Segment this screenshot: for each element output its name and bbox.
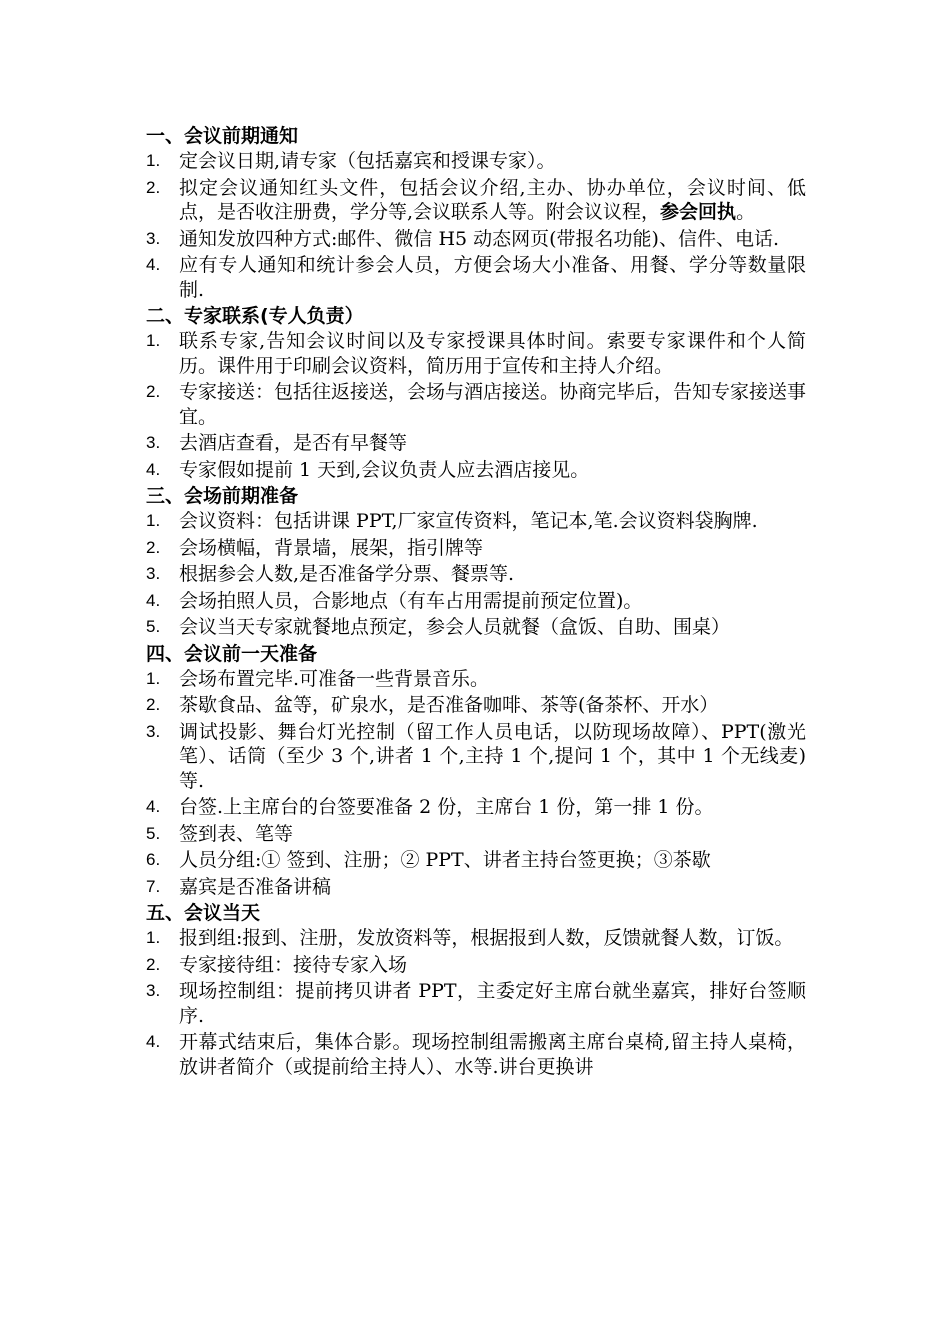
numbered-list (146, 509, 806, 640)
item-text: 嘉宾是否准备讲稿 (179, 875, 332, 898)
item-number: 2. (146, 537, 161, 557)
item-number: 4. (146, 590, 161, 610)
list-item (146, 1030, 806, 1079)
item-number: 6. (146, 850, 161, 869)
item-text: 签到表、笔等 (179, 822, 294, 845)
item-text-tail: 。 (736, 201, 756, 223)
list-item (146, 380, 806, 429)
section-heading: 一、会议前期通知 (146, 125, 299, 147)
item-text: 定会议日期,请专家（包括嘉宾和授课专家）。 (179, 150, 556, 172)
item-text: 茶歇食品、盆等，矿泉水，是否准备咖啡、茶等(备茶杯、开水） (179, 694, 719, 716)
item-text: 开幕式结束后，集体合影。现场控制组需搬离主席台桌椅,留主持人桌椅，放讲者简介（或提前给主持人）、水等.讲台更换讲 (179, 1031, 806, 1078)
item-number: 4. (146, 1032, 161, 1051)
item-text: 会议资料：包括讲课 PPT,厂家宣传资料，笔记本,笔.会议资料袋胸牌. (179, 510, 758, 532)
item-number: 1. (146, 151, 161, 170)
list-item (146, 458, 806, 483)
list-item (146, 329, 806, 378)
list-item (146, 693, 806, 718)
item-number: 1. (146, 511, 161, 530)
list-item (146, 875, 806, 900)
item-number: 3. (146, 564, 161, 583)
item-text: 人员分组:① 签到、注册；② PPT、讲者主持台签更换；③茶歇 (179, 849, 711, 871)
item-text: 联系专家,告知会议时间以及专家授课具体时间。索要专家课件和个人简历。课件用于印刷会议资料，简历用于宣传和主持人介绍。 (179, 330, 806, 377)
list-item (146, 227, 806, 252)
list-item (146, 149, 806, 174)
list-item (146, 176, 806, 225)
item-text: 调试投影、舞台灯光控制（留工作人员电话，以防现场故障）、PPT(激光笔）、话筒（至少 3 个,讲者 1 个,主持 1 个,提问 1 个，其中 1 个无线麦)等. (179, 720, 806, 792)
item-number: 4. (146, 459, 161, 479)
item-text: 专家接待组：接待专家入场 (179, 953, 408, 976)
list-item (146, 431, 806, 456)
list-item (146, 536, 806, 561)
item-number: 2. (146, 177, 161, 197)
item-text: 去酒店查看，是否有早餐等 (179, 432, 408, 454)
item-text: 会场横幅，背景墙，展架，指引牌等 (179, 536, 484, 559)
list-item (146, 562, 806, 587)
item-text: 现场控制组：提前拷贝讲者 PPT，主委定好主席台就坐嘉宾，排好台签顺序. (179, 980, 806, 1027)
section-heading: 四、会议前一天准备 (146, 642, 318, 665)
item-text: 台签.上主席台的台签要准备 2 份，主席台 1 份，第一排 1 份。 (179, 796, 714, 818)
item-number: 3. (146, 981, 161, 1000)
item-number: 1. (146, 331, 161, 350)
item-text: 会议当天专家就餐地点预定，参会人员就餐（盒饭、自助、围桌） (179, 616, 731, 638)
section-pre-meeting-notice (146, 124, 806, 302)
item-number: 5. (146, 617, 161, 636)
numbered-list (146, 329, 806, 482)
list-item (146, 667, 806, 692)
section-day-before-preparation (146, 642, 806, 900)
item-number: 4. (146, 255, 161, 274)
item-number: 7. (146, 876, 161, 896)
item-text: 会场拍照人员，合影地点（有车占用需提前预定位置)。 (179, 589, 643, 612)
numbered-list (146, 926, 806, 1079)
section-expert-contact (146, 304, 806, 482)
item-number: 1. (146, 668, 161, 688)
item-number: 5. (146, 823, 161, 843)
list-item (146, 795, 806, 820)
item-text: 根据参会人数,是否准备学分票、餐票等. (179, 563, 515, 585)
item-text: 会场布置完毕.可准备一些背景音乐。 (179, 667, 490, 690)
list-item (146, 509, 806, 534)
list-item (146, 848, 806, 873)
item-text-bold: 参会回执 (660, 201, 737, 223)
list-item (146, 926, 806, 951)
list-item (146, 615, 806, 640)
item-number: 2. (146, 954, 161, 974)
list-item (146, 253, 806, 302)
list-item (146, 953, 806, 978)
section-meeting-day (146, 901, 806, 1079)
document-body (146, 124, 806, 1081)
item-text: 应有专人通知和统计参会人员，方便会场大小准备、用餐、学分等数量限制. (179, 254, 806, 301)
item-number: 2. (146, 695, 161, 714)
list-item (146, 822, 806, 847)
list-item (146, 979, 806, 1028)
item-number: 1. (146, 928, 161, 947)
list-item (146, 589, 806, 614)
section-heading: 三、会场前期准备 (146, 485, 299, 507)
item-text: 通知发放四种方式:邮件、微信 H5 动态网页(带报名功能)、信件、电话. (179, 227, 780, 250)
item-number: 3. (146, 433, 161, 452)
section-heading: 五、会议当天 (146, 902, 261, 924)
item-text: 报到组:报到、注册，发放资料等，根据报到人数，反馈就餐人数，订饭。 (179, 927, 794, 949)
numbered-list (146, 149, 806, 302)
section-venue-preparation (146, 484, 806, 640)
numbered-list (146, 667, 806, 900)
list-item (146, 720, 806, 794)
item-number: 3. (146, 721, 161, 741)
item-text: 拟定会议通知红头文件，包括会议介绍,主办、协办单位，会议时间、低点，是否收注册费，学分等,会议联系人等。附会议议程， (179, 176, 806, 223)
item-number: 3. (146, 228, 161, 248)
section-heading: 二、专家联系(专人负责） (146, 305, 364, 327)
item-text: 专家接送：包括往返接送，会场与酒店接送。协商完毕后，告知专家接送事宜。 (179, 381, 807, 428)
item-text: 专家假如提前 1 天到,会议负责人应去酒店接见。 (179, 458, 590, 481)
item-number: 4. (146, 797, 161, 816)
item-number: 2. (146, 382, 161, 401)
